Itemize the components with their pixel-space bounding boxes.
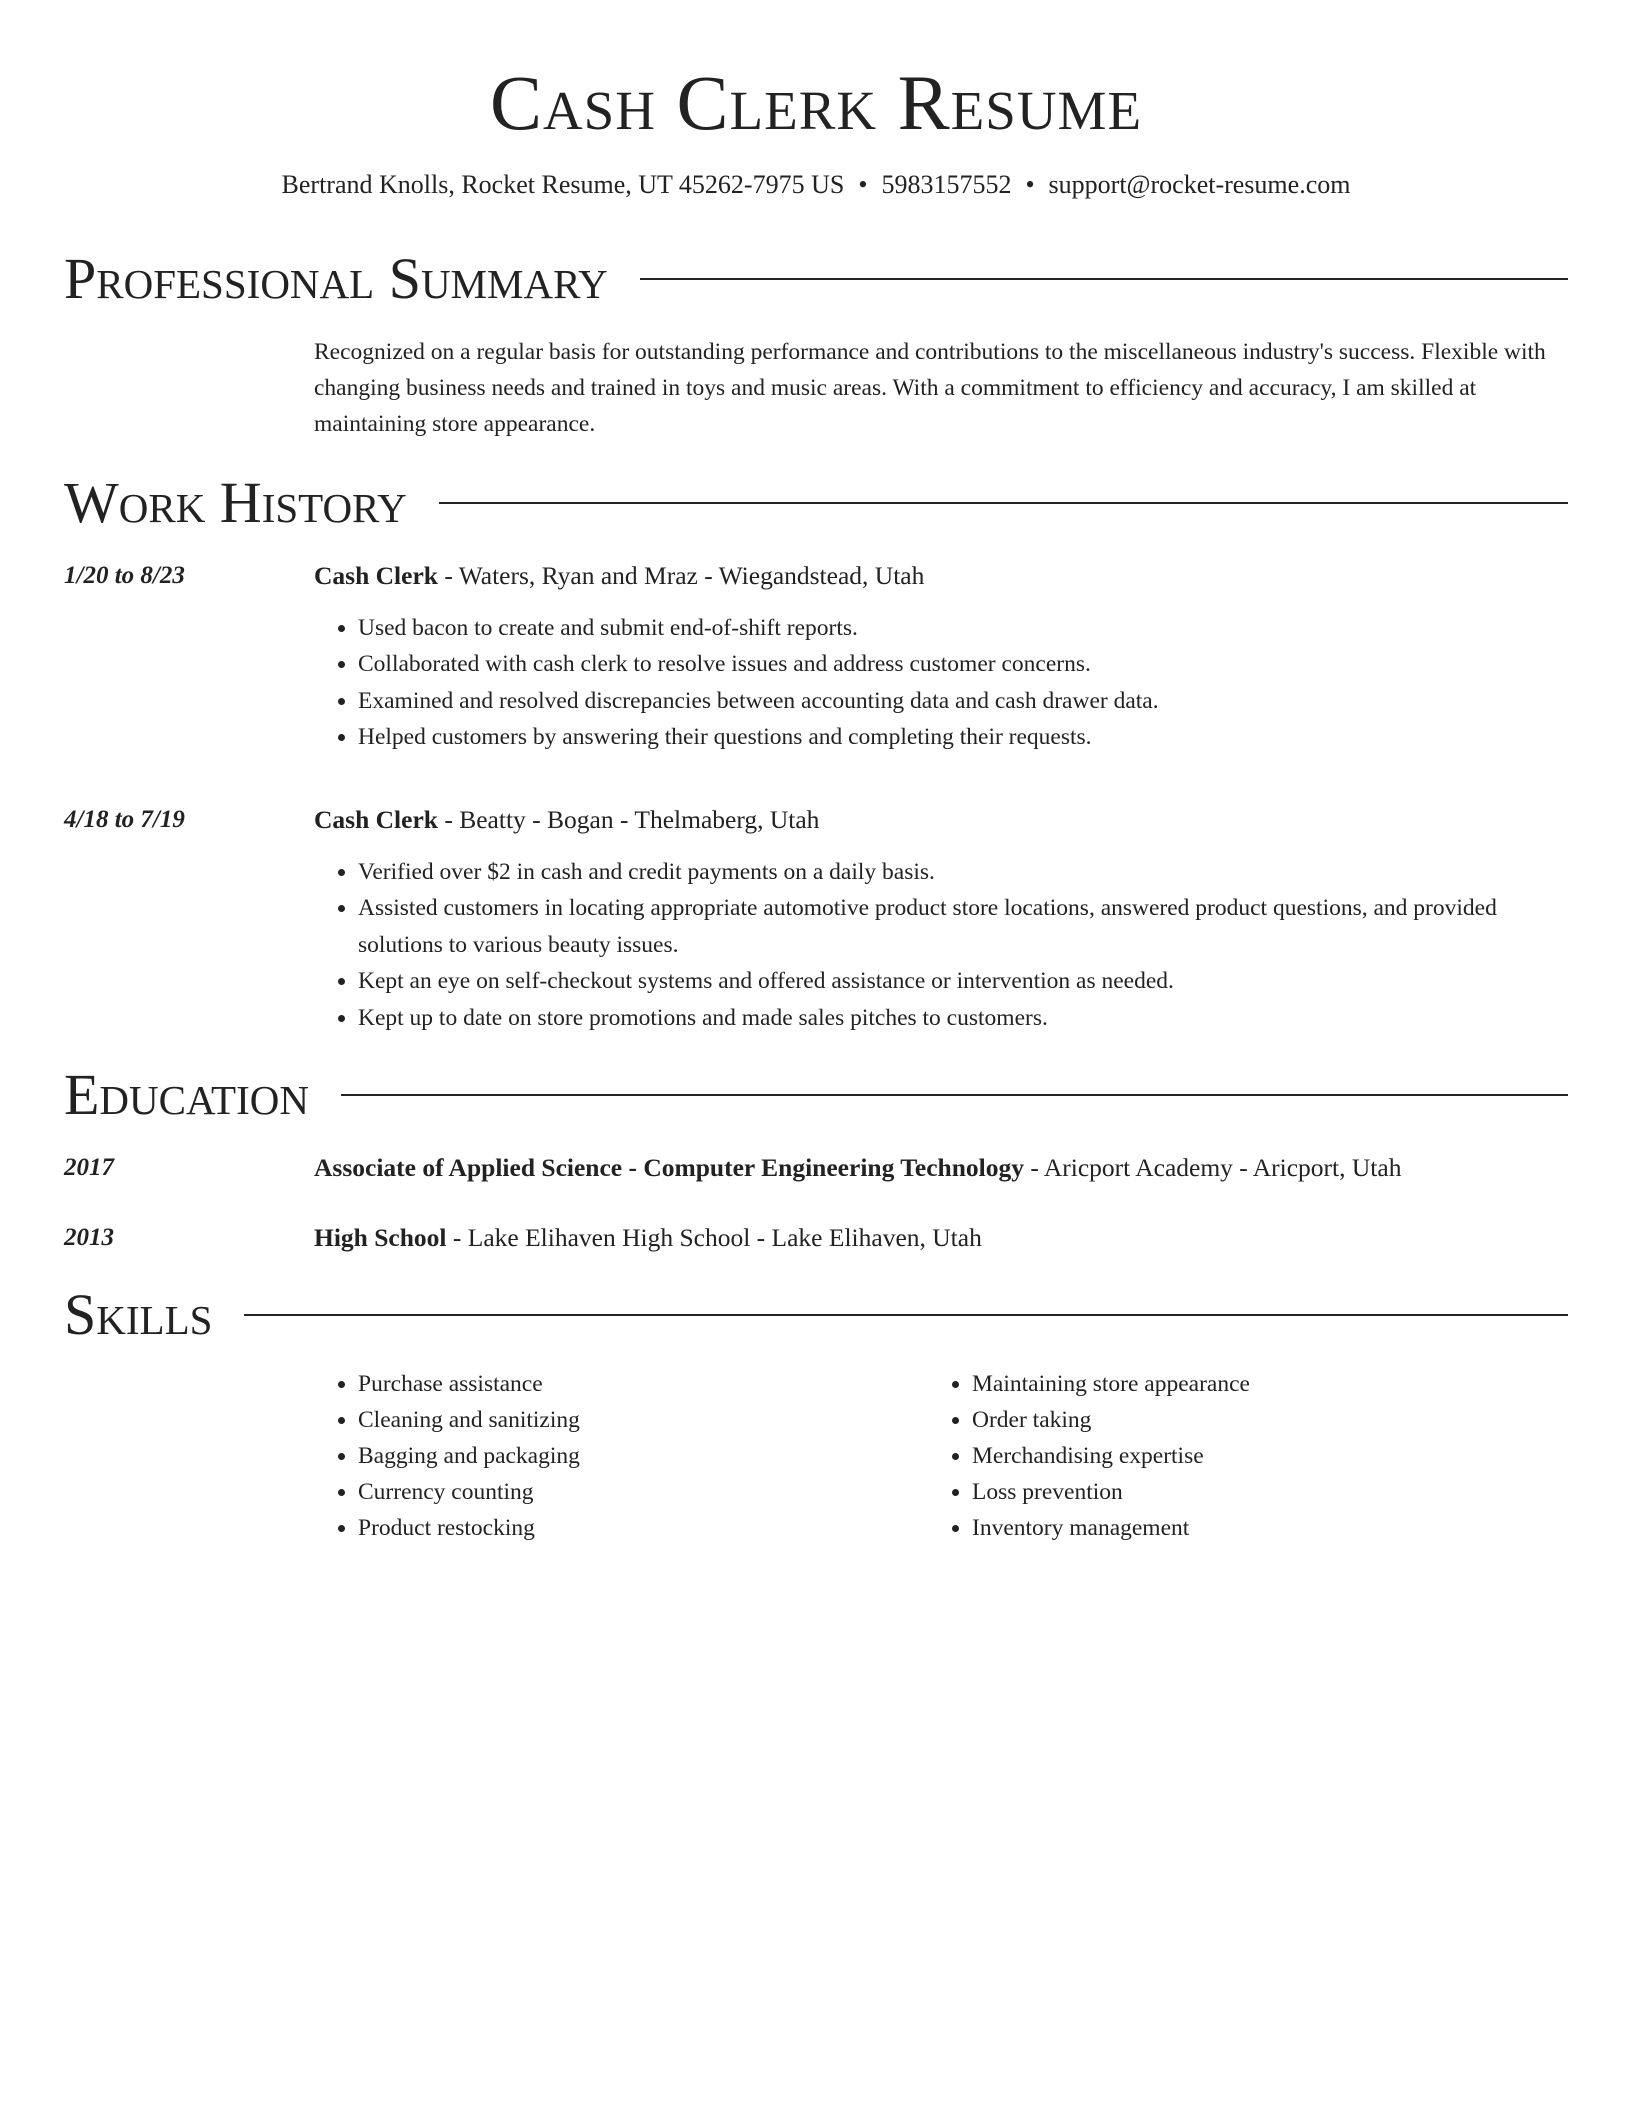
resume-title: Cash Clerk Resume: [489, 59, 1143, 146]
skill-item: • Loss prevention: [972, 1474, 1542, 1510]
skills-heading: Skills: [64, 1282, 213, 1348]
job-dates: 4/18 to 7/19: [64, 805, 185, 833]
education-year: 2013: [64, 1224, 114, 1252]
contact-separator: •: [858, 169, 868, 199]
skill-item: • Inventory management: [972, 1510, 1542, 1546]
section-divider: [244, 1314, 1568, 1316]
skill-item: • Purchase assistance: [358, 1366, 928, 1402]
section-divider: [439, 502, 1568, 504]
summary-text: Recognized on a regular basis for outstanding performance and contributions to the miscellaneous industry's success. Flexible with changing business needs and trained in toys and music areas. With a commitment to efficiency and accuracy, I am skilled at maintaining store appearance.: [314, 338, 1546, 437]
job-bullet: • Used bacon to create and submit end-of-shift reports.: [358, 610, 1568, 647]
job-dates: 1/20 to 8/23: [64, 561, 185, 589]
contact-phone: 5983157552: [881, 169, 1012, 199]
summary-section-header: [64, 245, 1568, 311]
skills-section-header: [64, 1282, 1568, 1348]
job-employer: - Beatty - Bogan - Thelmaberg, Utah: [437, 804, 820, 834]
section-divider: [640, 278, 1568, 280]
job-bullet: • Kept an eye on self-checkout systems and offered assistance or intervention as needed.: [358, 963, 1568, 1000]
skills-list: [314, 1366, 1568, 1546]
job-bullet: • Verified over $2 in cash and credit payments on a daily basis.: [358, 854, 1568, 891]
job-bullet: • Collaborated with cash clerk to resolve issues and address customer concerns.: [358, 646, 1568, 683]
job-bullets: [314, 610, 1568, 756]
work-section-header: [64, 469, 1568, 535]
job-bullet: • Assisted customers in locating appropriate automotive product store locations, answered product questions, and provided solutions to various beauty issues.: [358, 890, 1568, 963]
job-bullets: [314, 854, 1568, 1037]
skill-item: • Currency counting: [358, 1474, 928, 1510]
education-headline: [314, 1220, 1568, 1256]
education-entry: [64, 1220, 1568, 1256]
skill-item: • Bagging and packaging: [358, 1438, 928, 1474]
job-entry: [64, 558, 1568, 756]
education-school: - Aricport Academy - Aricport, Utah: [1024, 1153, 1402, 1183]
job-headline: [314, 558, 1568, 594]
education-body: [314, 1220, 1568, 1256]
section-divider: [341, 1094, 1568, 1096]
job-bullet: • Kept up to date on store promotions and made sales pitches to customers.: [358, 1000, 1568, 1037]
education-heading: Education: [64, 1062, 309, 1128]
education-entry: [64, 1150, 1568, 1186]
job-headline: [314, 802, 1568, 838]
job-employer: - Waters, Ryan and Mraz - Wiegandstead, Utah: [437, 560, 925, 590]
skills-column-right: [928, 1366, 1542, 1546]
job-title: Cash Clerk: [314, 560, 438, 590]
job-bullet: • Examined and resolved discrepancies between accounting data and cash drawer data.: [358, 683, 1568, 720]
education-year: 2017: [64, 1154, 114, 1182]
skill-item: • Cleaning and sanitizing: [358, 1402, 928, 1438]
contact-line: [64, 168, 1568, 202]
resume-page: [64, 0, 1568, 1546]
education-section-header: [64, 1062, 1568, 1128]
education-body: [314, 1150, 1568, 1186]
job-body: [314, 558, 1568, 756]
education-degree: Associate of Applied Science - Computer Engineering Technology: [314, 1153, 1025, 1183]
skill-item: • Merchandising expertise: [972, 1438, 1542, 1474]
contact-email: support@rocket-resume.com: [1048, 169, 1351, 199]
skills-column-left: [314, 1366, 928, 1546]
work-heading: Work History: [64, 469, 407, 535]
skill-item: • Product restocking: [358, 1510, 928, 1546]
job-body: [314, 802, 1568, 1037]
skill-item: • Maintaining store appearance: [972, 1366, 1542, 1402]
job-title: Cash Clerk: [314, 804, 438, 834]
job-entry: [64, 802, 1568, 1037]
job-bullet: • Helped customers by answering their questions and completing their requests.: [358, 719, 1568, 756]
education-headline: [314, 1150, 1568, 1186]
education-school: - Lake Elihaven High School - Lake Elihaven, Utah: [446, 1223, 982, 1253]
education-degree: High School: [314, 1223, 447, 1253]
contact-separator: •: [1025, 169, 1035, 199]
skill-item: • Order taking: [972, 1402, 1542, 1438]
contact-address: Bertrand Knolls, Rocket Resume, UT 45262-7975 US: [281, 169, 845, 199]
summary-heading: Professional Summary: [64, 245, 608, 311]
